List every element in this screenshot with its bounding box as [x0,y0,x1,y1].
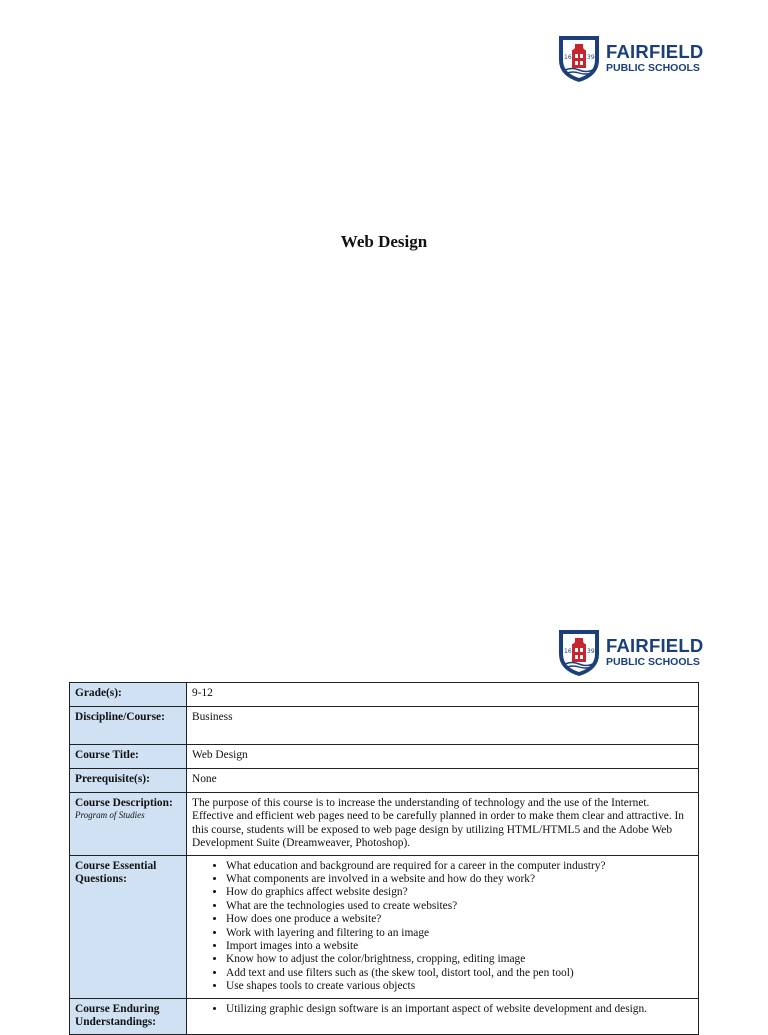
school-crest-icon [556,626,602,678]
table-row-description [70,793,699,856]
essential-questions-cell [187,855,699,998]
enduring-understandings-cell [187,998,699,1034]
list-item: • How does one produce a website? [226,913,693,926]
description-label-cell [70,793,187,856]
discipline-label: Discipline/Course: [70,707,187,745]
description-value: The purpose of this course is to increase the understanding of technology and the use of the Internet. Effective and efficient web pages need to be carefully planned in order to make them clear and attractive. In this course, students will be exposed to web page design by utilizing HTML/HTML5 and the Adobe Web Development Suite (Dreamweaver, Photoshop). [187,793,699,856]
logo-subtitle: PUBLIC SCHOOLS [606,62,700,74]
svg-text:39: 39 [587,54,595,61]
enduring-understandings-list [192,1003,693,1016]
table-row-enduring-understandings [70,998,699,1034]
logo-subtitle: PUBLIC SCHOOLS [606,656,700,668]
list-item: • What components are involved in a website and how do they work? [226,873,693,886]
list-item: • Utilizing graphic design software is an important aspect of website development and design. [226,1003,693,1016]
description-sublabel: Program of Studies [75,810,145,821]
table-row-grades [70,683,699,707]
description-label: Course Description: [75,797,173,809]
table-row-prerequisites [70,769,699,793]
grades-value: 9-12 [187,683,699,707]
discipline-value: Business [187,707,699,745]
svg-text:16: 16 [564,648,572,655]
course-title-value: Web Design [187,745,699,769]
school-crest-icon [556,32,602,84]
list-item: • Know how to adjust the color/brightness, cropping, editing image [226,953,693,966]
list-item: • What are the technologies used to create websites? [226,900,693,913]
table-row-course-title [70,745,699,769]
essential-questions-list [192,860,693,994]
enduring-understandings-label: Course Enduring Understandings: [70,998,187,1034]
logo-name: FAIRFIELD [606,40,704,62]
course-title-label: Course Title: [70,745,187,769]
list-item: • Add text and use filters such as (the skew tool, distort tool, and the pen tool) [226,967,693,980]
svg-text:39: 39 [587,648,595,655]
list-item: • Work with layering and filtering to an image [226,927,693,940]
district-logo-top [556,32,706,84]
essential-questions-label: Course Essential Questions: [70,855,187,998]
table-row-discipline [70,707,699,745]
list-item: • Use shapes tools to create various objects [226,980,693,993]
document-title: Web Design [340,232,428,251]
prerequisites-label: Prerequisite(s): [70,769,187,793]
logo-name: FAIRFIELD [606,634,704,656]
prerequisites-value: None [187,769,699,793]
grades-label: Grade(s): [70,683,187,707]
svg-text:16: 16 [564,54,572,61]
list-item: • Import images into a website [226,940,693,953]
course-info-table [69,682,699,1035]
list-item: • What education and background are required for a career in the computer industry? [226,860,693,873]
district-logo-page2 [556,626,706,678]
table-row-essential-questions [70,855,699,998]
list-item: • How do graphics affect website design? [226,886,693,899]
